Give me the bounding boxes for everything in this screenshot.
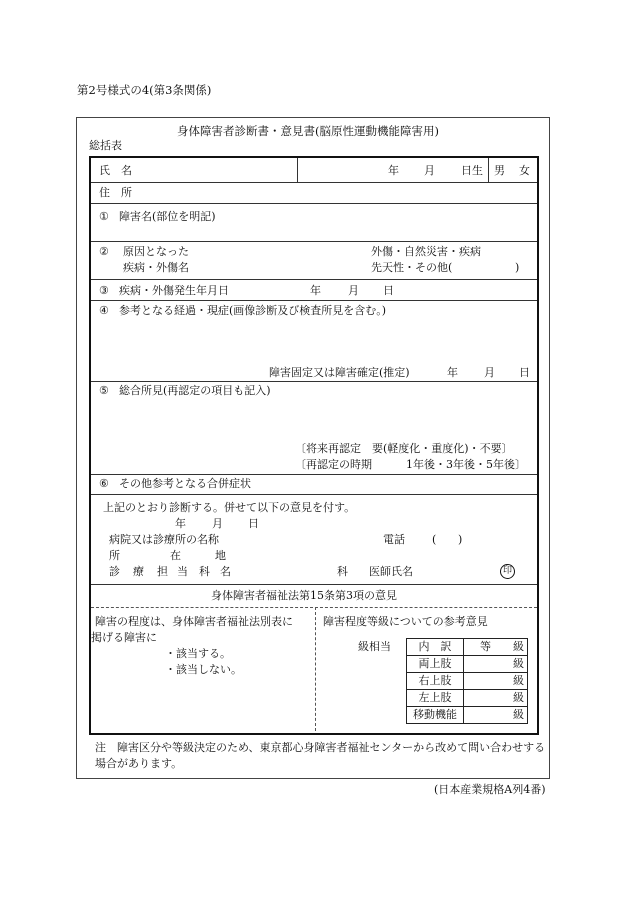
summary-table: [89, 156, 539, 735]
grade-value[interactable]: 級: [464, 656, 528, 673]
item3-day: 日: [383, 284, 394, 297]
doctor-name-label: 医師氏名: [369, 565, 413, 578]
name-label: 氏 名: [99, 164, 132, 177]
birth-month-label: 月: [424, 164, 435, 177]
department-label-6: 名: [220, 565, 231, 578]
item1-label: 障害名(部位を明記): [119, 210, 216, 223]
row-divider: [91, 203, 537, 204]
item5-recert-timing-options: 1年後・3年後・5年後〕: [406, 458, 526, 471]
opinion-dashed-vertical: [315, 607, 316, 731]
row-divider: [91, 279, 537, 280]
grade-value[interactable]: 級: [464, 690, 528, 707]
item2-options-line1: 外傷・自然災害・疾病: [371, 245, 481, 258]
summary-label: 総括表: [89, 139, 122, 152]
grade-equivalent-label: 級相当: [358, 640, 391, 653]
phone-close-paren: ): [458, 533, 463, 546]
sex-divider: [488, 158, 489, 182]
table-row: [407, 707, 528, 724]
grade-value[interactable]: 級: [464, 673, 528, 690]
department-label-4: 当: [177, 565, 188, 578]
row-divider: [91, 494, 537, 495]
item2-label-line2: 疾病・外傷名: [123, 261, 189, 274]
location-label-2: 在: [170, 549, 181, 562]
item4-year: 年: [447, 366, 458, 379]
opinion-right-header: 障害程度等級についての参考意見: [323, 615, 488, 628]
item4-number: ④: [99, 304, 109, 317]
item4-fixed-date-label: 障害固定又は障害確定(推定): [269, 366, 410, 379]
grade-part: 右上肢: [407, 673, 464, 690]
item3-month: 月: [348, 284, 359, 297]
row-divider: [91, 300, 537, 301]
grade-table-header: [407, 639, 528, 656]
item4-month: 月: [484, 366, 495, 379]
item6-label: その他参考となる合併症状: [119, 477, 251, 490]
item5-label: 総合所見(再認定の項目も記入): [119, 384, 271, 397]
declaration-day: 日: [248, 517, 259, 530]
row-divider: [91, 474, 537, 475]
location-label-1: 所: [109, 549, 120, 562]
footnote: 注 障害区分や等級決定のため、東京都心身障害者福祉センターから改めて問い合わせする場合があります。: [95, 741, 546, 770]
department-label-2: 療: [133, 565, 144, 578]
item2-number: ②: [99, 245, 109, 258]
opinion-left-line2: 掲げる障害に: [91, 631, 157, 644]
grade-part: 左上肢: [407, 690, 464, 707]
grade-part: 両上肢: [407, 656, 464, 673]
document-title: 身体障害者診断書・意見書(脳原性運動機能障害用): [177, 124, 439, 138]
form-number: 第2号様式の4(第3条関係): [77, 83, 212, 97]
row-divider: [91, 381, 537, 382]
paper-standard: (日本産業規格A列4番): [434, 783, 546, 796]
department-label-1: 診: [109, 565, 120, 578]
item2-options-line2: 先天性・その他(: [371, 261, 453, 274]
row-divider: [91, 584, 537, 585]
item1-number: ①: [99, 210, 109, 223]
table-row: [407, 656, 528, 673]
grade-header-grade: 等 級: [464, 639, 528, 656]
table-row: [407, 673, 528, 690]
location-label-3: 地: [215, 549, 226, 562]
item3-number: ③: [99, 284, 109, 297]
opinion-dashed-divider: [91, 607, 537, 608]
item5-recert-timing-label: 〔再認定の時期: [295, 458, 372, 471]
phone-label: 電話: [383, 533, 405, 546]
name-divider: [297, 158, 298, 182]
phone-open-paren: (: [432, 533, 437, 546]
sex-male-option[interactable]: 男: [494, 164, 505, 177]
item3-year: 年: [310, 284, 321, 297]
item3-label: 疾病・外傷発生年月日: [119, 284, 229, 297]
department-label-3: 担: [157, 565, 168, 578]
sex-female-option[interactable]: 女: [519, 164, 530, 177]
row-divider: [91, 241, 537, 242]
item2-label-line1: 原因となった: [123, 245, 189, 258]
item4-day: 日: [519, 366, 530, 379]
grade-value[interactable]: 級: [464, 707, 528, 724]
address-label: 住 所: [99, 186, 132, 199]
birth-day-label: 日生: [461, 164, 483, 177]
grade-header-part: 内 訳: [407, 639, 464, 656]
item5-recert-line: 〔将来再認定 要(軽度化・重度化)・不要〕: [295, 442, 513, 455]
grade-table: [406, 638, 528, 724]
item2-options-close: ): [515, 261, 520, 274]
opinion-left-line1: 障害の程度は、身体障害者福祉法別表に: [95, 615, 293, 628]
table-row: [407, 690, 528, 707]
item5-number: ⑤: [99, 384, 109, 397]
row-divider: [91, 182, 537, 183]
department-label-5: 科: [199, 565, 210, 578]
birth-year-label: 年: [388, 164, 399, 177]
department-suffix: 科: [337, 565, 348, 578]
item6-number: ⑥: [99, 477, 109, 490]
option-not-applicable[interactable]: ・該当しない。: [165, 663, 242, 676]
declaration-year: 年: [175, 517, 186, 530]
institution-label: 病院又は診療所の名称: [109, 533, 219, 546]
declaration-month: 月: [212, 517, 223, 530]
option-applicable[interactable]: ・該当する。: [165, 647, 231, 660]
declaration-text: 上記のとおり診断する。併せて以下の意見を付す。: [103, 501, 356, 514]
item4-label: 参考となる経過・現症(画像診断及び検査所見を含む。): [119, 304, 387, 317]
seal-icon: 印: [500, 564, 515, 579]
grade-part: 移動機能: [407, 707, 464, 724]
opinion-header: 身体障害者福祉法第15条第3項の意見: [211, 589, 397, 602]
